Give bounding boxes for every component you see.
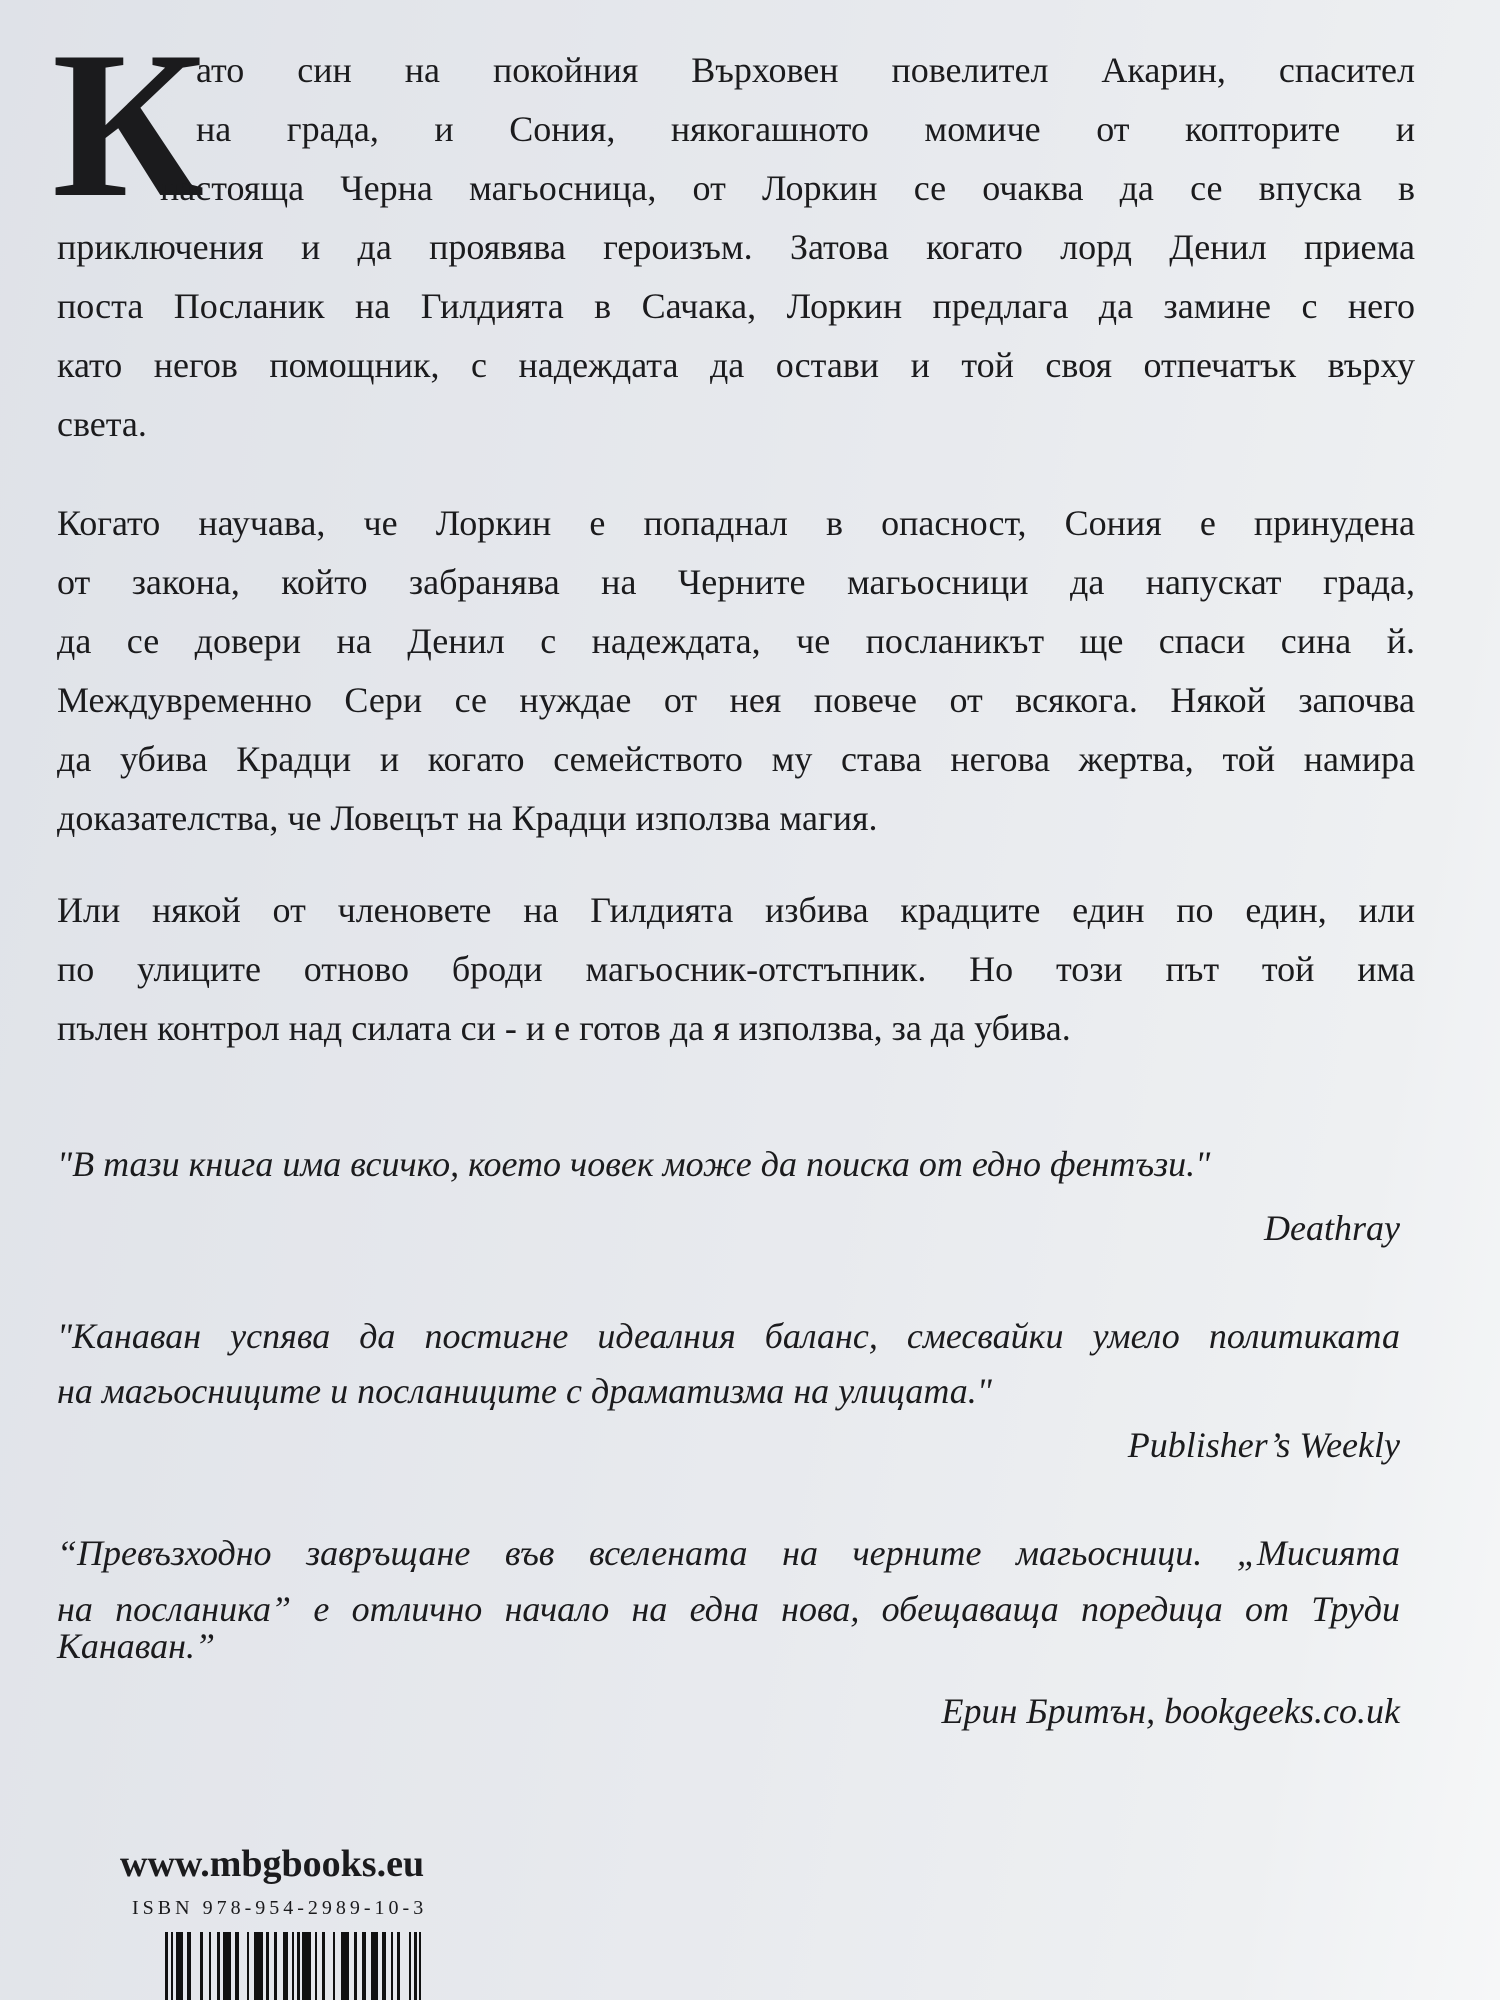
text-line: да се довери на Денил с надеждата, че посланикът ще спаси сина й.: [57, 621, 1415, 661]
barcode-bar: [171, 1932, 173, 2000]
barcode-bar: [315, 1932, 317, 2000]
barcode-bar: [409, 1932, 411, 2000]
barcode-bar: [247, 1932, 249, 2000]
barcode-bar: [165, 1932, 168, 2000]
barcode-bar: [217, 1932, 220, 2000]
barcode-bar: [354, 1932, 357, 2000]
publisher-website: www.mbgbooks.eu: [120, 1843, 425, 1885]
barcode-bar: [341, 1932, 349, 2000]
barcode-bar: [223, 1932, 231, 2000]
text-line: поста Посланик на Гилдията в Сачака, Лоркин предлага да замине с него: [57, 286, 1415, 326]
barcode-bar: [200, 1932, 203, 2000]
barcode-bar: [333, 1932, 335, 2000]
text-line: настояща Черна магьосница, от Лоркин се очаква да се впуска в: [160, 168, 1415, 208]
barcode-bar: [414, 1932, 417, 2000]
barcode-bar: [297, 1932, 300, 2000]
barcode-bar: [302, 1932, 311, 2000]
barcode-bar: [176, 1932, 183, 2000]
barcode-bar: [362, 1932, 366, 2000]
barcode-bar: [292, 1932, 294, 2000]
text-line: да убива Крадци и когато семейството му става негова жертва, той намира: [57, 739, 1415, 779]
text-line: по улиците отново броди магьосник-отстъпник. Но този път той има: [57, 949, 1415, 989]
text-line: пълен контрол над силата си - и е готов да я използва, за да убива.: [57, 1008, 1071, 1048]
text-line: света.: [57, 404, 147, 444]
barcode-bar: [254, 1932, 263, 2000]
barcode-bar: [274, 1932, 277, 2000]
barcode-bar: [235, 1932, 239, 2000]
text-line: Междувременно Сери се нуждае от нея повече от всякога. Някой започва: [57, 680, 1415, 720]
review-source: Deathray: [1264, 1208, 1400, 1248]
review-text: "Канаван успява да постигне идеалния баланс, смесвайки умело политиката: [57, 1316, 1400, 1356]
barcode-bar: [187, 1932, 191, 2000]
text-line: като негов помощник, с надеждата да остави и той своя отпечатък върху: [57, 345, 1415, 385]
review-text: Канаван.”: [57, 1626, 216, 1666]
barcode-bar: [391, 1932, 393, 2000]
barcode-bar: [266, 1932, 269, 2000]
review-text: на посланика” е отлично начало на една нова, обещаваща поредица от Труди: [57, 1589, 1400, 1629]
review-text: “Превъзходно завръщане във вселената на черните магьосници. „Мисията: [57, 1533, 1400, 1573]
text-line: Или някой от членовете на Гилдията избива крадците един по един, или: [57, 890, 1415, 930]
text-line: доказателства, че Ловецът на Крадци използва магия.: [57, 798, 878, 838]
text-line: приключения и да проявява героизъм. Затова когато лорд Денил приема: [57, 227, 1415, 267]
text-line: Когато научава, че Лоркин е попаднал в опасност, Сония е принудена: [57, 503, 1415, 543]
text-line: ато син на покойния Върховен повелител Акарин, спасител: [196, 50, 1415, 90]
text-line: на града, и Сония, някогашното момиче от копторите и: [196, 109, 1415, 149]
barcode-bar: [419, 1932, 421, 2000]
review-text: на магьосниците и посланиците с драматизма на улицата.": [57, 1371, 992, 1411]
drop-cap: К: [52, 9, 205, 241]
review-source: Publisher’s Weekly: [1127, 1425, 1400, 1465]
barcode-bar: [322, 1932, 325, 2000]
review-source: Ерин Бритън, bookgeeks.co.uk: [941, 1691, 1400, 1731]
text-line: от закона, който забранява на Черните магьосници да напускат града,: [57, 562, 1415, 602]
isbn-number: ISBN 978-954-2989-10-3: [132, 1897, 428, 1919]
barcode-bar: [209, 1932, 211, 2000]
review-text: "В тази книга има всичко, което човек може да поиска от едно фентъзи.": [57, 1144, 1211, 1184]
barcode-bar: [382, 1932, 386, 2000]
barcode: [165, 1932, 425, 2000]
barcode-bar: [397, 1932, 400, 2000]
barcode-bar: [371, 1932, 378, 2000]
barcode-bar: [283, 1932, 288, 2000]
